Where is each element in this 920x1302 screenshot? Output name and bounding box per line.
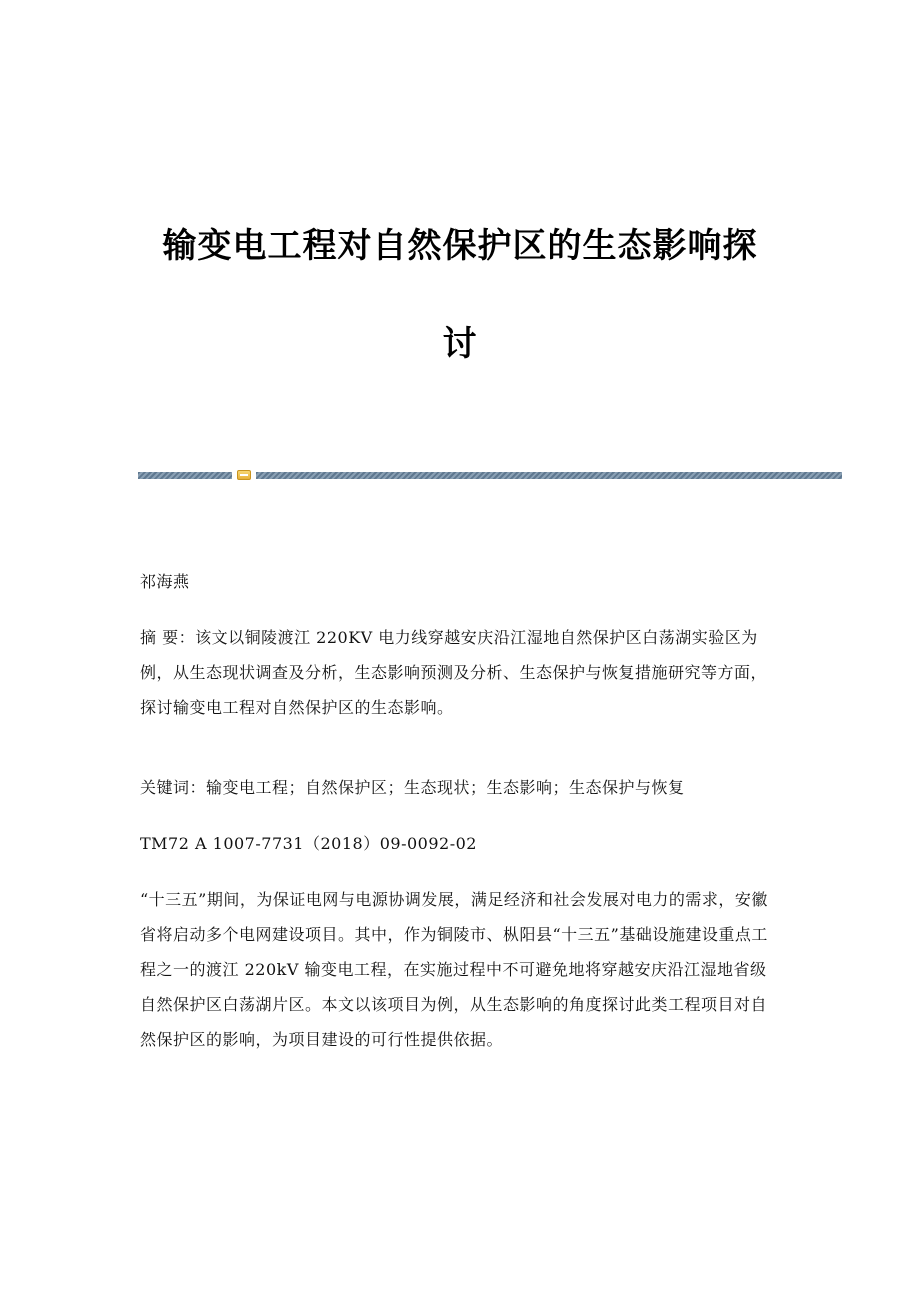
divider-bar-left (138, 472, 232, 479)
abstract-paragraph: 摘 要：该文以铜陵渡江 220KV 电力线穿越安庆沿江湿地自然保护区白荡湖实验区为例，从生态现状调查及分析，生态影响预测及分析、生态保护与恢复措施研究等方面，探讨输变电工程对自然保护区的生态影响。 (140, 628, 768, 717)
classification-code: TM72 A 1007-7731（2018）09-0092-02 (140, 834, 477, 853)
document-title-line-1: 输变电工程对自然保护区的生态影响探 (162, 226, 758, 266)
keywords-line: 关键词：输变电工程；自然保护区；生态现状；生态影响；生态保护与恢复 (140, 778, 685, 797)
divider-bar-right (256, 472, 842, 479)
document-title-line-2: 讨 (442, 324, 478, 364)
decorative-divider (138, 470, 842, 480)
body-paragraph: “十三五”期间，为保证电网与电源协调发展，满足经济和社会发展对电力的需求，安徽省将启动多个电网建设项目。其中，作为铜陵市、枞阳县“十三五”基础设施建设重点工程之一的渡江 220kV 输变电工程，在实施过程中不可避免地将穿越安庆沿江湿地省级自然保护区白荡湖片区。本文以该项目为例，从生态影响的角度探讨此类工程项目对自然保护区的影响，为项目建设的可行性提供依据。 (140, 890, 768, 1049)
divider-ornament-icon (237, 470, 251, 480)
author-name: 祁海燕 (140, 572, 190, 591)
